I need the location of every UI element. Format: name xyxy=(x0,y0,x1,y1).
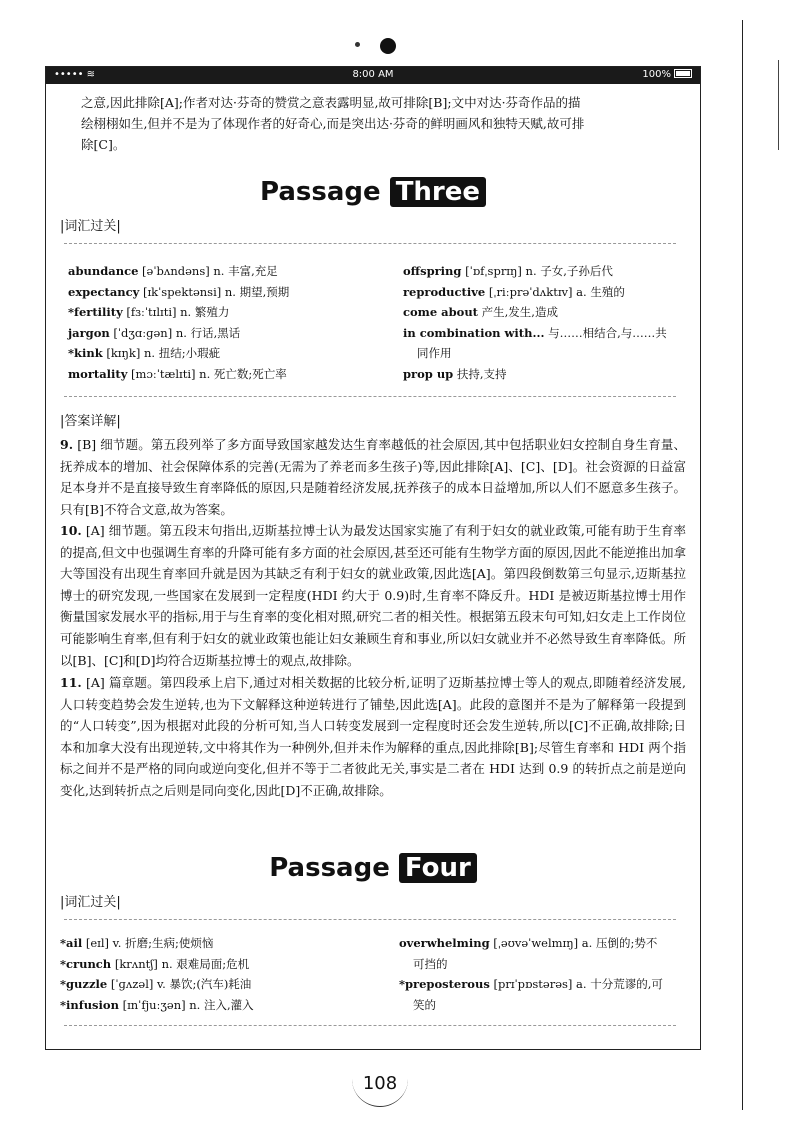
vocab-item: in combination with... 与……相结合,与……共 xyxy=(403,325,667,340)
passage-four-title xyxy=(46,853,700,883)
device-screen xyxy=(45,66,701,1050)
battery-icon xyxy=(674,69,692,78)
vocab3-left xyxy=(68,261,289,384)
vocab-item: *guzzle [ˈɡʌzəl] v. 暴饮;(汽车)耗油 xyxy=(60,977,252,991)
passage-three-title xyxy=(46,177,700,207)
status-time: 8:00 AM xyxy=(352,69,394,80)
vocab-item: *ail [eɪl] v. 折磨;生病;使烦恼 xyxy=(60,936,214,950)
page-edge-mark xyxy=(778,60,779,150)
vocab-item: 可挡的 xyxy=(413,956,448,971)
vocab-header: |词汇过关| xyxy=(60,895,121,910)
intro-paragraph xyxy=(81,92,691,155)
divider xyxy=(64,243,676,244)
divider xyxy=(64,1025,676,1026)
battery-indicator xyxy=(642,69,692,80)
page-number: 108 xyxy=(352,1062,408,1107)
vocab-item: *fertility [fɜːˈtɪlɪti] n. 繁殖力 xyxy=(68,305,230,319)
answer-item xyxy=(60,434,686,520)
vocab-item: overwhelming [ˌəʊvəˈwelmɪŋ] a. 压倒的;势不 xyxy=(399,936,658,950)
vocab-item: 笑的 xyxy=(413,997,436,1012)
answer-number: 10. xyxy=(60,523,82,538)
answer-text: [A] 细节题。第五段末句指出,迈斯基拉博士认为最发达国家实施了有利于妇女的就业政策,可能有助于生育率的提高,但文中也强调生育率的升降可能有多方面的社会原因,甚至还可能有生物学方面的原因,因此不能逆推出加拿大等国没有出现生育率回升就是因为其缺乏有利于妇女的就业政策,因此选[A]。第四段倒数第三句显示,迈斯基拉博士的研究发现,一些国家在发展到一定程度(HDI 约大于 0.9)时,生育率不降反升。HDI 是被迈斯基拉博士用作衡量国家发展水平的指标,用于与生育率的变化相对照,研究二者的相关性。根据第五段末句可知,妇女走上工作岗位可能影响生育率,但有利于妇女的就业政策也能让妇女兼顾生育和事业,所以妇女就业并不必然导致生育率降低。所以[B]、[C]和[D]均符合迈斯基拉博士的观点,故排除。 xyxy=(60,523,686,668)
answer-text: [B] 细节题。第五段列举了多方面导致国家越发达生育率越低的社会原因,其中包括职业妇女控制自身生育量、抚养成本的增加、社会保障体系的完善(无需为了养老而多生孩子)等,因此排除[A]、[C]、[D]。社会资源的日益富足本身并不是直接导致生育率降低的原因,只是随着经济发展,抚养孩子的成本日益增加,所以人们不愿意多生孩子。只有[B]不符合文意,故为答案。 xyxy=(60,437,686,517)
answer-number: 9. xyxy=(60,437,74,452)
answer-item xyxy=(60,672,686,802)
signal-indicator: ••••• ≋ xyxy=(54,69,96,80)
vocab4-right xyxy=(399,933,663,1015)
vocab-item: *crunch [krʌntʃ] n. 艰难局面;危机 xyxy=(60,956,250,971)
camera-dot-icon xyxy=(355,42,360,47)
passage-word: Passage xyxy=(269,853,390,883)
vocab-header: |词汇过关| xyxy=(60,219,121,234)
vocab-item: reproductive [ˌriːprəˈdʌktɪv] a. 生殖的 xyxy=(403,284,625,299)
answer-item xyxy=(60,520,686,671)
status-bar xyxy=(46,67,700,84)
vocab-item: *infusion [ɪnˈfjuːʒən] n. 注入,灌入 xyxy=(60,997,254,1012)
intro-line: 之意,因此排除[A];作者对达·芬奇的赞赏之意表露明显,故可排除[B];文中对达·芬奇作品的描 xyxy=(81,95,581,110)
vocab-item: *kink [kɪŋk] n. 扭结;小瑕疵 xyxy=(68,346,221,360)
vocab-item: come about 产生,发生,造成 xyxy=(403,305,558,319)
passage-number: Three xyxy=(390,177,486,207)
vocab-item: 同作用 xyxy=(417,346,452,360)
vocab-item: abundance [əˈbʌndəns] n. 丰富,充足 xyxy=(68,264,278,278)
answer-number: 11. xyxy=(60,675,82,690)
divider xyxy=(64,396,676,397)
page-edge xyxy=(742,20,743,1110)
vocab3-right xyxy=(403,261,667,384)
battery-percent: 100% xyxy=(642,69,671,80)
vocab-item: expectancy [ɪkˈspektənsi] n. 期望,预期 xyxy=(68,284,290,299)
vocab-item: jargon [ˈdʒɑːɡən] n. 行话,黑话 xyxy=(68,325,241,340)
intro-line: 绘栩栩如生,但并不是为了体现作者的好奇心,而是突出达·芬奇的鲜明画风和独特天赋,故可排 xyxy=(81,116,585,131)
passage-number: Four xyxy=(399,853,477,883)
vocab-item: offspring [ˈɒfˌsprɪŋ] n. 子女,子孙后代 xyxy=(403,264,613,278)
camera-icon xyxy=(380,38,396,54)
vocab-item: *preposterous [prɪˈpɒstərəs] a. 十分荒谬的,可 xyxy=(399,977,663,991)
passage-word: Passage xyxy=(259,177,381,207)
answers-header: |答案详解| xyxy=(60,414,121,429)
answer-text: [A] 篇章题。第四段承上启下,通过对相关数据的比较分析,证明了迈斯基拉博士等人的观点,即随着经济发展,人口转变趋势会发生逆转,也为下文解释这种逆转进行了铺垫,因此选[A]。此段的意图并不是为了解释第一段提到的“人口转变”,因为根据对此段的分析可知,当人口转变发展到一定程度时还会发生逆转,所以[C]不正确,故排除;日本和加拿大没有出现逆转,文中将其作为一种例外,但并未作为解释的重点,因此排除[B];尽管生育率和 HDI 两个指标之间并不是严格的同向或逆向变化,但并不等于二者彼此无关,事实是二者在 HDI 达到 0.9 的转折点之前是逆向变化,达到转折点之后则是同向变化,因此[D]不正确,故排除。 xyxy=(60,675,686,798)
divider xyxy=(64,919,676,920)
intro-line: 除[C]。 xyxy=(81,137,126,152)
vocab-item: mortality [mɔːˈtælɪti] n. 死亡数;死亡率 xyxy=(68,366,287,381)
vocab-item: prop up 扶持,支持 xyxy=(403,366,507,381)
vocab4-left xyxy=(60,933,254,1015)
